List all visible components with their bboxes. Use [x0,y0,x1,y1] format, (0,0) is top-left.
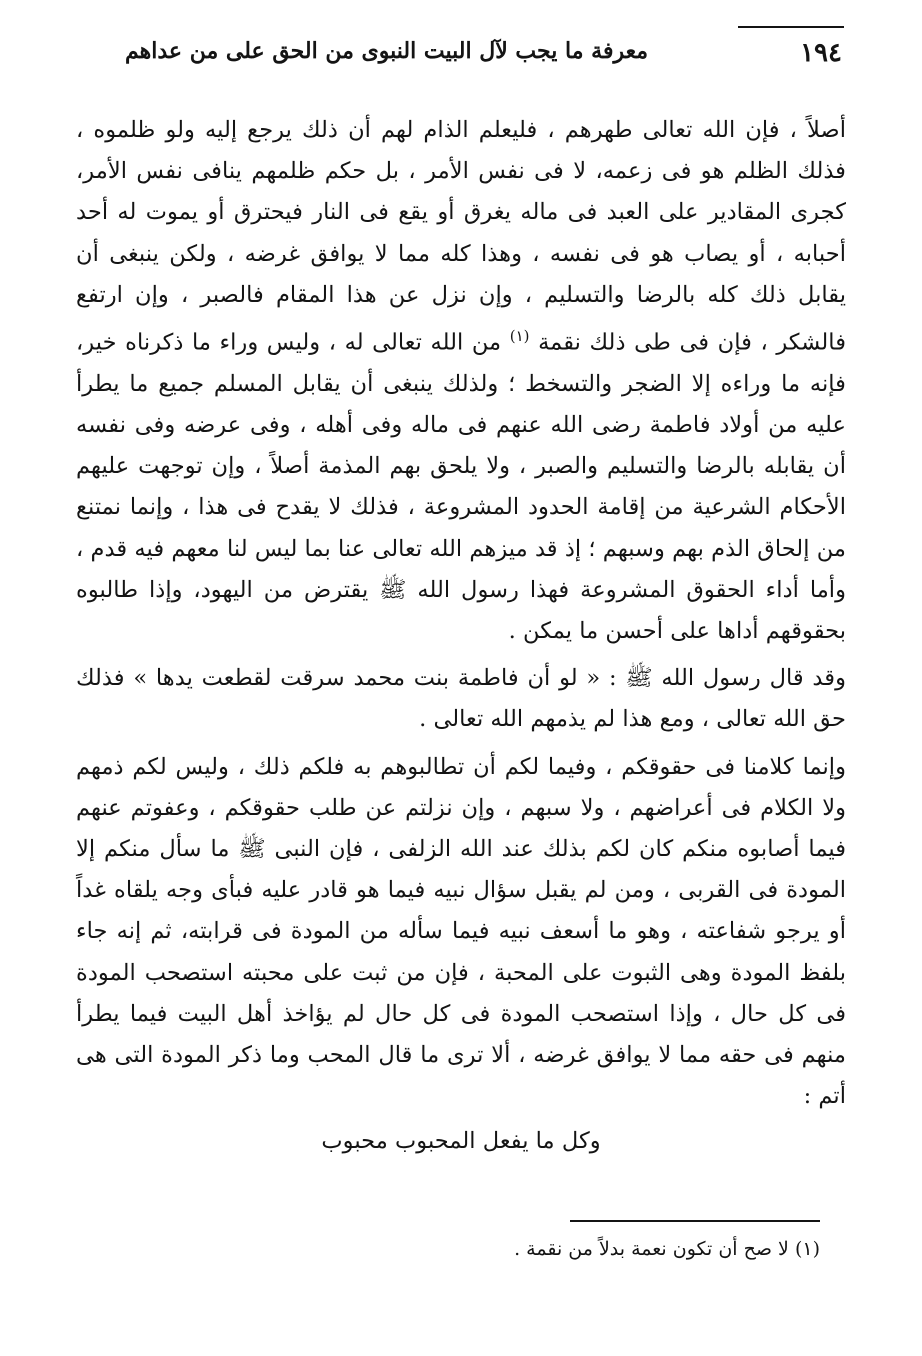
paragraph-1 [76,110,846,652]
verse-line: وكل ما يفعل المحبوب محبوب [321,1128,601,1155]
header-rule [738,26,844,28]
footnote-rule [570,1220,820,1222]
paragraph-2: وقد قال رسول الله ﷺ : « لو أن فاطمة بنت محمد سرقت لقطعت يدها » فذلك حق الله تعالى ، ومع هذا لم يذمهم الله تعالى . [76,665,846,733]
page-header [78,38,844,82]
paragraph-3: وإنما كلامنا فى حقوقكم ، وفيما لكم أن تطالبوهم به فلكم ذلك ، وليس لكم ذمهم ولا الكلام فى أعراضهم ، ولا سبهم ، وإن نزلتم عن طلب حقوقكم ، وعفوتم عنهم فيما أصابوه منكم كان لكم بذلك عند الله الزلفى ، فإن النبى ﷺ ما سأل منكم إلا المودة فى القربى ، ومن لم يقبل سؤال نبيه فيما هو قادر عليه فبأى وجه يلقاه غداً أو يرجو شفاعته ، وهو ما أسعف نبيه فيما سأله من المودة فى قرابته، ثم إنه جاء بلفظ المودة وهى الثبوت على المحبة ، فإن من ثبت على محبته استصحب المودة فى كل حال ، وإذا استصحب المودة فى كل حال لم يؤاخذ أهل البيت فيما يطرأ منهم فى حقه مما لا يوافق غرضه ، ألا ترى ما قال المحب وما ذكر المودة التى هى أتم : [76,753,846,1110]
footnote: (١) لا صح أن تكون نعمة بدلاً من نقمة . [514,1238,820,1260]
paragraph-1-end: من الله تعالى له ، وليس وراء ما ذكرناه خير، فإنه ما وراءه إلا الضجر والتسخط ؛ ولذلك ينبغى أن يقابل المسلم جميع ما يطرأ عليه من أولاد فاطمة رضى الله عنهم فى ماله وفى أهله ، وفى عرضه وفى نفسه أن يقابله بالرضا والتسليم والصبر ، ولا يلحق بهم المذمة أصلاً ، وإن توجهت عليهم الأحكام الشرعية من إقامة الحدود المشروعة ، فذلك لا يقدح فى هذا ، وإنما نمتنع من إلحاق الذم بهم وسبهم ؛ إذ قد ميزهم الله تعالى عنا بما ليس لنا معهم فيه قدم ، وأما أداء الحقوق المشروعة فهذا رسول الله ﷺ يقترض من اليهود، وإذا طالبوه بحقوقهم أداها على أحسن ما يمكن . [76,329,846,644]
page-number: ١٩٤ [800,38,842,68]
body-text [76,110,846,1162]
running-title: معرفة ما يجب لآل البيت النبوى من الحق على من عداهم [125,38,648,64]
paragraph-1-start: أصلاً ، فإن الله تعالى طهرهم ، فليعلم الذام لهم أن ذلك يرجع إليه ولو ظلموه ، فذلك الظلم هو فى زعمه، لا فى نفس الأمر ، بل حكم ظلمهم ينافى نفس الأمر، كجرى المقادير على العبد فى ماله يغرق أو يقع فى النار فيحترق أو يموت له أحد أحبابه ، أو يصاب هو فى نفسه ، وهذا كله مما لا يوافق غرضه ، ولكن ينبغى أن يقابل ذلك كله بالرضا والتسليم ، وإن نزل عن هذا المقام فالصبر ، وإن ارتفع فالشكر ، فإن فى طى ذلك نقمة [76,117,846,356]
footnote-reference: (١) [509,327,530,346]
